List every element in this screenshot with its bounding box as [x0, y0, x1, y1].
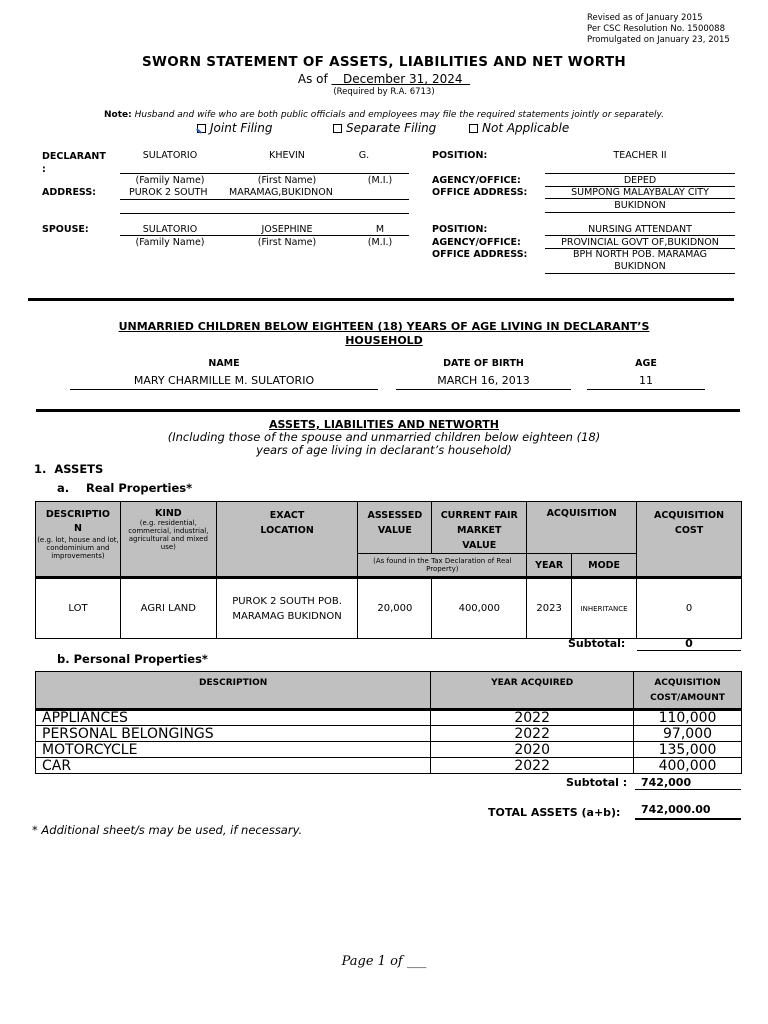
personal-row-year: 2022	[431, 726, 634, 742]
personal-row-cost: 135,000	[634, 742, 742, 758]
as-of-date: December 31, 2024	[343, 72, 463, 86]
personal-row-description: CAR	[36, 758, 431, 774]
section-divider	[28, 298, 734, 301]
child-dob: MARCH 16, 2013	[437, 374, 530, 387]
personal-row-year: 2020	[431, 742, 634, 758]
address-line-2: MARAMAG,BUKIDNON	[229, 187, 333, 198]
personal-subtotal: 742,000	[641, 776, 692, 789]
real-subtotal-label: Subtotal:	[568, 637, 626, 650]
spouse-mi-caption: (M.I.)	[367, 237, 393, 248]
address-line-1: PUROK 2 SOUTH	[129, 187, 208, 198]
spouse-first-name: JOSEPHINE	[261, 224, 313, 235]
child-name: MARY CHARMILLE M. SULATORIO	[133, 374, 315, 387]
real-cost-header: ACQUISITION COST	[637, 502, 742, 578]
real-row-fair-value: 400,000	[432, 578, 527, 639]
separate-filing-checkbox[interactable]	[333, 124, 342, 133]
real-value-note: (As found in the Tax Declaration of Real Property)	[358, 554, 527, 578]
declarant-office-address-1: SUMPONG MALAYBALAY CITY	[571, 187, 709, 198]
revision-line: Per CSC Resolution No. 1500088	[587, 24, 726, 34]
required-by: (Required by R.A. 6713)	[333, 87, 435, 97]
child-age-line	[587, 389, 705, 390]
table-row	[36, 742, 742, 758]
personal-row-description: MOTORCYCLE	[36, 742, 431, 758]
spouse-agency-label: AGENCY/OFFICE:	[432, 237, 521, 248]
child-age: 11	[639, 374, 653, 387]
page-number: Page 1 of ___	[341, 954, 427, 969]
personal-row-description: APPLIANCES	[36, 710, 431, 726]
real-assessed-header: ASSESSED VALUE	[358, 502, 432, 554]
real-row-description: LOT	[36, 578, 121, 639]
agency-label: AGENCY/OFFICE:	[432, 175, 521, 186]
real-location-header: EXACT LOCATION	[216, 502, 358, 578]
personal-row-year: 2022	[431, 710, 634, 726]
real-row-location: PUROK 2 SOUTH POB. MARAMAG BUKIDNON	[216, 578, 358, 639]
assets-title: ASSETS, LIABILITIES AND NETWORTH	[269, 418, 499, 431]
personal-properties-table	[35, 671, 742, 774]
declarant-mi: G.	[358, 150, 370, 161]
first-name-caption: (First Name)	[257, 175, 317, 186]
spouse-position-label: POSITION:	[432, 224, 488, 235]
real-properties-letter: a.	[57, 481, 70, 495]
declarant-office-address-2: BUKIDNON	[614, 200, 666, 211]
real-desc-header: DESCRIPTIO N (e.g. lot, house and lot, condominium and improvements)	[36, 502, 121, 578]
real-row-mode: INHERITANCE	[572, 578, 637, 639]
spouse-mi: M	[375, 224, 385, 235]
address-label: ADDRESS:	[42, 187, 96, 198]
note-text: Husband and wife who are both public officials and employees may file the required statements jointly or separately.	[134, 110, 664, 120]
position-line	[545, 173, 735, 174]
section-divider-2	[36, 409, 740, 412]
personal-row-cost: 400,000	[634, 758, 742, 774]
children-title-1: UNMARRIED CHILDREN BELOW EIGHTEEN (18) YEARS OF AGE LIVING IN DECLARANT’S	[118, 320, 650, 333]
real-properties-table	[35, 501, 742, 639]
child-dob-line	[396, 389, 571, 390]
table-row	[36, 710, 742, 726]
personal-year-header: YEAR ACQUIRED	[431, 672, 634, 710]
not-applicable-label: Not Applicable	[482, 121, 570, 135]
assets-subtitle-1: (Including those of the spouse and unmarried children below eighteen (18)	[167, 430, 601, 444]
total-assets-line	[635, 818, 741, 820]
declarant-name-line	[120, 173, 409, 174]
page-title: SWORN STATEMENT OF ASSETS, LIABILITIES AND NET WORTH	[142, 54, 626, 70]
filing-option-na[interactable]	[469, 121, 569, 135]
spouse-name-line	[120, 235, 409, 236]
joint-filing-checkbox[interactable]	[197, 124, 206, 133]
position-label: POSITION:	[432, 150, 488, 161]
total-assets-label: TOTAL ASSETS (a+b):	[488, 806, 621, 819]
real-subtotal: 0	[685, 637, 693, 650]
address-line-extra	[120, 213, 409, 214]
office-address-label: OFFICE ADDRESS:	[432, 187, 528, 198]
additional-sheets-note: * Additional sheet/s may be used, if necessary.	[32, 823, 303, 837]
spouse-office-address-line	[545, 273, 735, 274]
separate-filing-label: Separate Filing	[346, 121, 437, 135]
family-name-caption: (Family Name)	[135, 175, 205, 186]
personal-subtotal-line	[635, 789, 741, 790]
spouse-office-address-1: BPH NORTH POB. MARAMAG	[573, 249, 707, 260]
child-name-header: NAME	[208, 358, 240, 369]
real-row-kind: AGRI LAND	[120, 578, 216, 639]
real-row-cost: 0	[637, 578, 742, 639]
spouse-first-caption: (First Name)	[257, 237, 317, 248]
real-properties-heading: Real Properties*	[86, 481, 193, 495]
table-row	[36, 578, 742, 639]
declarant-first-name: KHEVIN	[269, 150, 305, 161]
child-dob-header: DATE OF BIRTH	[443, 358, 524, 369]
spouse-agency: PROVINCIAL GOVT OF,BUKIDNON	[561, 237, 719, 248]
real-fair-header: CURRENT FAIR MARKET VALUE	[432, 502, 527, 554]
assets-subtitle-2: years of age living in declarant’s household)	[256, 443, 512, 457]
declarant-family-name: SULATORIO	[142, 150, 198, 161]
children-title-2: HOUSEHOLD	[345, 334, 423, 347]
personal-properties-heading: b. Personal Properties*	[57, 652, 208, 666]
office-address-line-2	[545, 212, 735, 213]
revision-line: Revised as of January 2015	[587, 13, 703, 23]
spouse-office-address-2: BUKIDNON	[614, 261, 666, 272]
real-row-assessed: 20,000	[358, 578, 432, 639]
declarant-agency: DEPED	[623, 175, 657, 186]
spouse-family-name: SULATORIO	[142, 224, 198, 235]
real-kind-header: KIND (e.g. residential, commercial, industrial, agricultural and mixed use)	[120, 502, 216, 578]
child-name-line	[70, 389, 378, 390]
real-row-year: 2023	[527, 578, 572, 639]
filing-option-separate[interactable]	[333, 121, 436, 135]
mi-caption: (M.I.)	[367, 175, 393, 186]
as-of-label: As of	[297, 72, 328, 86]
spouse-office-address-label: OFFICE ADDRESS:	[432, 249, 528, 260]
joint-filing-label: Joint Filing	[210, 121, 273, 135]
personal-subtotal-label: Subtotal :	[566, 776, 628, 789]
personal-row-year: 2022	[431, 758, 634, 774]
filing-option-joint[interactable]	[197, 121, 272, 135]
filing-note	[0, 110, 768, 120]
assets-heading: 1. ASSETS	[34, 462, 104, 476]
declarant-label: DECLARANT :	[42, 151, 106, 175]
personal-cost-header: ACQUISITION COST/AMOUNT	[634, 672, 742, 710]
as-of-line	[0, 72, 768, 86]
total-assets-value: 742,000.00	[641, 803, 711, 816]
declarant-position: TEACHER II	[613, 150, 667, 161]
not-applicable-checkbox[interactable]	[469, 124, 478, 133]
child-age-header: AGE	[635, 358, 657, 369]
real-mode-header: MODE	[572, 554, 637, 578]
personal-row-cost: 97,000	[634, 726, 742, 742]
note-label: Note:	[104, 110, 132, 120]
real-acquisition-header: ACQUISITION	[527, 502, 637, 554]
spouse-position-line	[545, 235, 735, 236]
address-line	[120, 199, 409, 200]
personal-row-description: PERSONAL BELONGINGS	[36, 726, 431, 742]
real-subtotal-line	[637, 650, 741, 651]
revision-info	[587, 13, 730, 46]
table-row	[36, 758, 742, 774]
spouse-family-caption: (Family Name)	[135, 237, 205, 248]
office-address-line	[545, 198, 735, 199]
personal-desc-header: DESCRIPTION	[36, 672, 431, 710]
table-row	[36, 726, 742, 742]
real-year-header: YEAR	[527, 554, 572, 578]
spouse-position: NURSING ATTENDANT	[588, 224, 692, 235]
personal-row-cost: 110,000	[634, 710, 742, 726]
revision-line: Promulgated on January 23, 2015	[587, 35, 730, 45]
spouse-label: SPOUSE:	[42, 224, 89, 235]
